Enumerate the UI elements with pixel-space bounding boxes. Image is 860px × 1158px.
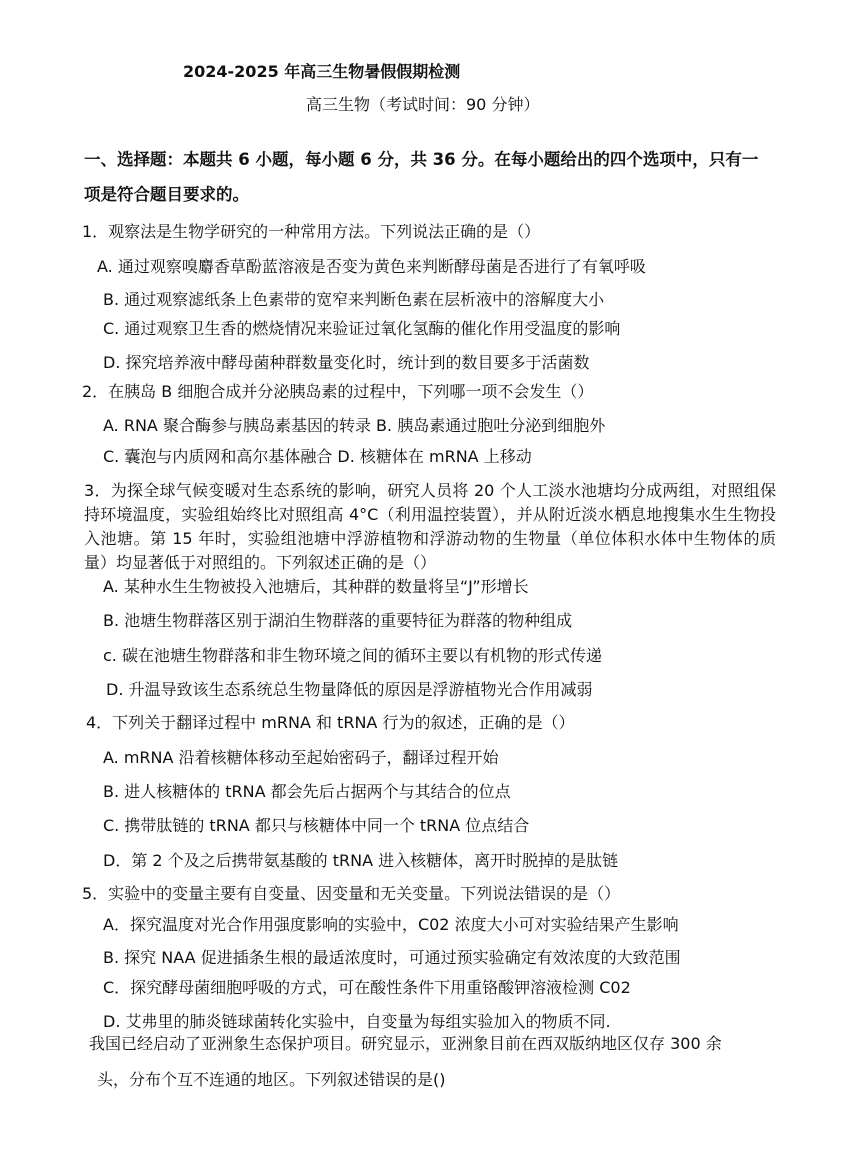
- question-4-option-c: C. 携带肽链的 tRNA 都只与核糖体中同一个 tRNA 位点结合: [103, 816, 530, 835]
- question-1-option-c: C. 通过观察卫生香的燃烧情况来验证过氧化氢酶的催化作用受温度的影响: [103, 319, 621, 338]
- question-5-stem: 5．实验中的变量主要有自变量、因变量和无关变量。下列说法错误的是（）: [82, 884, 621, 903]
- question-5-option-b: B. 探究 NAA 促进插条生根的最适浓度时，可通过预实验确定有效浓度的大致范围: [103, 948, 681, 967]
- question-3-stem: 3．为探全球气候变暖对生态系统的影响，研究人员将 20 个人工淡水池塘均分成两组，对照组保持环境温度，实验组始终比对照组高 4°C（利用温控装置），并从附近淡水栖息地搜集水生生物投入池塘。第 15 年时，实验组池塘中浮游植物和浮游动物的生物量（单位体积水体中生物体的质量）均显著低于对照组的。下列叙述正确的是（）: [84, 481, 776, 572]
- question-3-option-a: A. 某种水生生物被投入池塘后，其种群的数量将呈“J”形增长: [103, 577, 529, 596]
- question-2-stem: 2．在胰岛 B 细胞合成并分泌胰岛素的过程中，下列哪一项不会发生（）: [82, 382, 594, 401]
- exam-title: 2024-2025 年高三生物暑假假期检测: [183, 62, 461, 81]
- question-1-option-a: A. 通过观察嗅麝香草酚蓝溶液是否变为黄色来判断酵母菌是否进行了有氧呼吸: [97, 257, 646, 276]
- question-6-stem-line2: 头，分布个互不连通的地区。下列叙述错误的是(): [97, 1070, 446, 1089]
- question-4-stem: 4．下列关于翻译过程中 mRNA 和 tRNA 行为的叙述，正确的是（）: [86, 713, 575, 732]
- question-3-option-d: D. 升温导致该生态系统总生物量降低的原因是浮游植物光合作用减弱: [106, 680, 593, 699]
- question-4-option-d: D．第 2 个及之后携带氨基酸的 tRNA 进入核糖体，离开时脱掉的是肽链: [103, 851, 619, 870]
- question-5-option-a: A．探究温度对光合作用强度影响的实验中，C02 浓度大小可对实验结果产生影响: [103, 915, 679, 934]
- question-1-option-d: D. 探究培养液中酵母菌种群数量变化时，统计到的数目要多于活菌数: [103, 353, 590, 372]
- question-5-option-c: C．探究酵母菌细胞呼吸的方式，可在酸性条件下用重铬酸钾溶液检测 C02: [103, 978, 631, 997]
- question-1-stem: 1．观察法是生物学研究的一种常用方法。下列说法正确的是（）: [82, 222, 541, 241]
- question-2-options-ab: A. RNA 聚合酶参与胰岛素基因的转录 B. 胰岛素通过胞吐分泌到细胞外: [103, 416, 606, 435]
- section-heading-line2: 项是符合题目要求的。: [84, 185, 249, 204]
- question-4-option-b: B. 进人核糖体的 tRNA 都会先后占据两个与其结合的位点: [103, 782, 511, 801]
- question-4-option-a: A. mRNA 沿着核糖体移动至起始密码子，翻译过程开始: [103, 748, 499, 767]
- question-5-option-d: D. 艾弗里的肺炎链球菌转化实验中，自变量为每组实验加入的物质不同.: [103, 1012, 611, 1031]
- exam-subtitle: 高三生物（考试时间：90 分钟）: [306, 95, 540, 114]
- section-heading-line1: 一、选择题：本题共 6 小题，每小题 6 分，共 36 分。在每小题给出的四个选项中，只有一: [84, 150, 759, 169]
- question-1-option-b: B. 通过观察滤纸条上色素带的宽窄来判断色素在层析液中的溶解度大小: [103, 290, 605, 309]
- question-3-option-c: c. 碳在池塘生物群落和非生物环境之间的循环主要以有机物的形式传递: [103, 646, 602, 665]
- question-3-option-b: B. 池塘生物群落区别于湖泊生物群落的重要特征为群落的物种组成: [103, 611, 573, 630]
- question-2-options-cd: C. 囊泡与内质网和高尔基体融合 D. 核糖体在 mRNA 上移动: [103, 447, 532, 466]
- question-6-stem-line1: 我国已经启动了亚洲象生态保护项目。研究显示，亚洲象目前在西双版纳地区仅存 300 余: [89, 1034, 722, 1053]
